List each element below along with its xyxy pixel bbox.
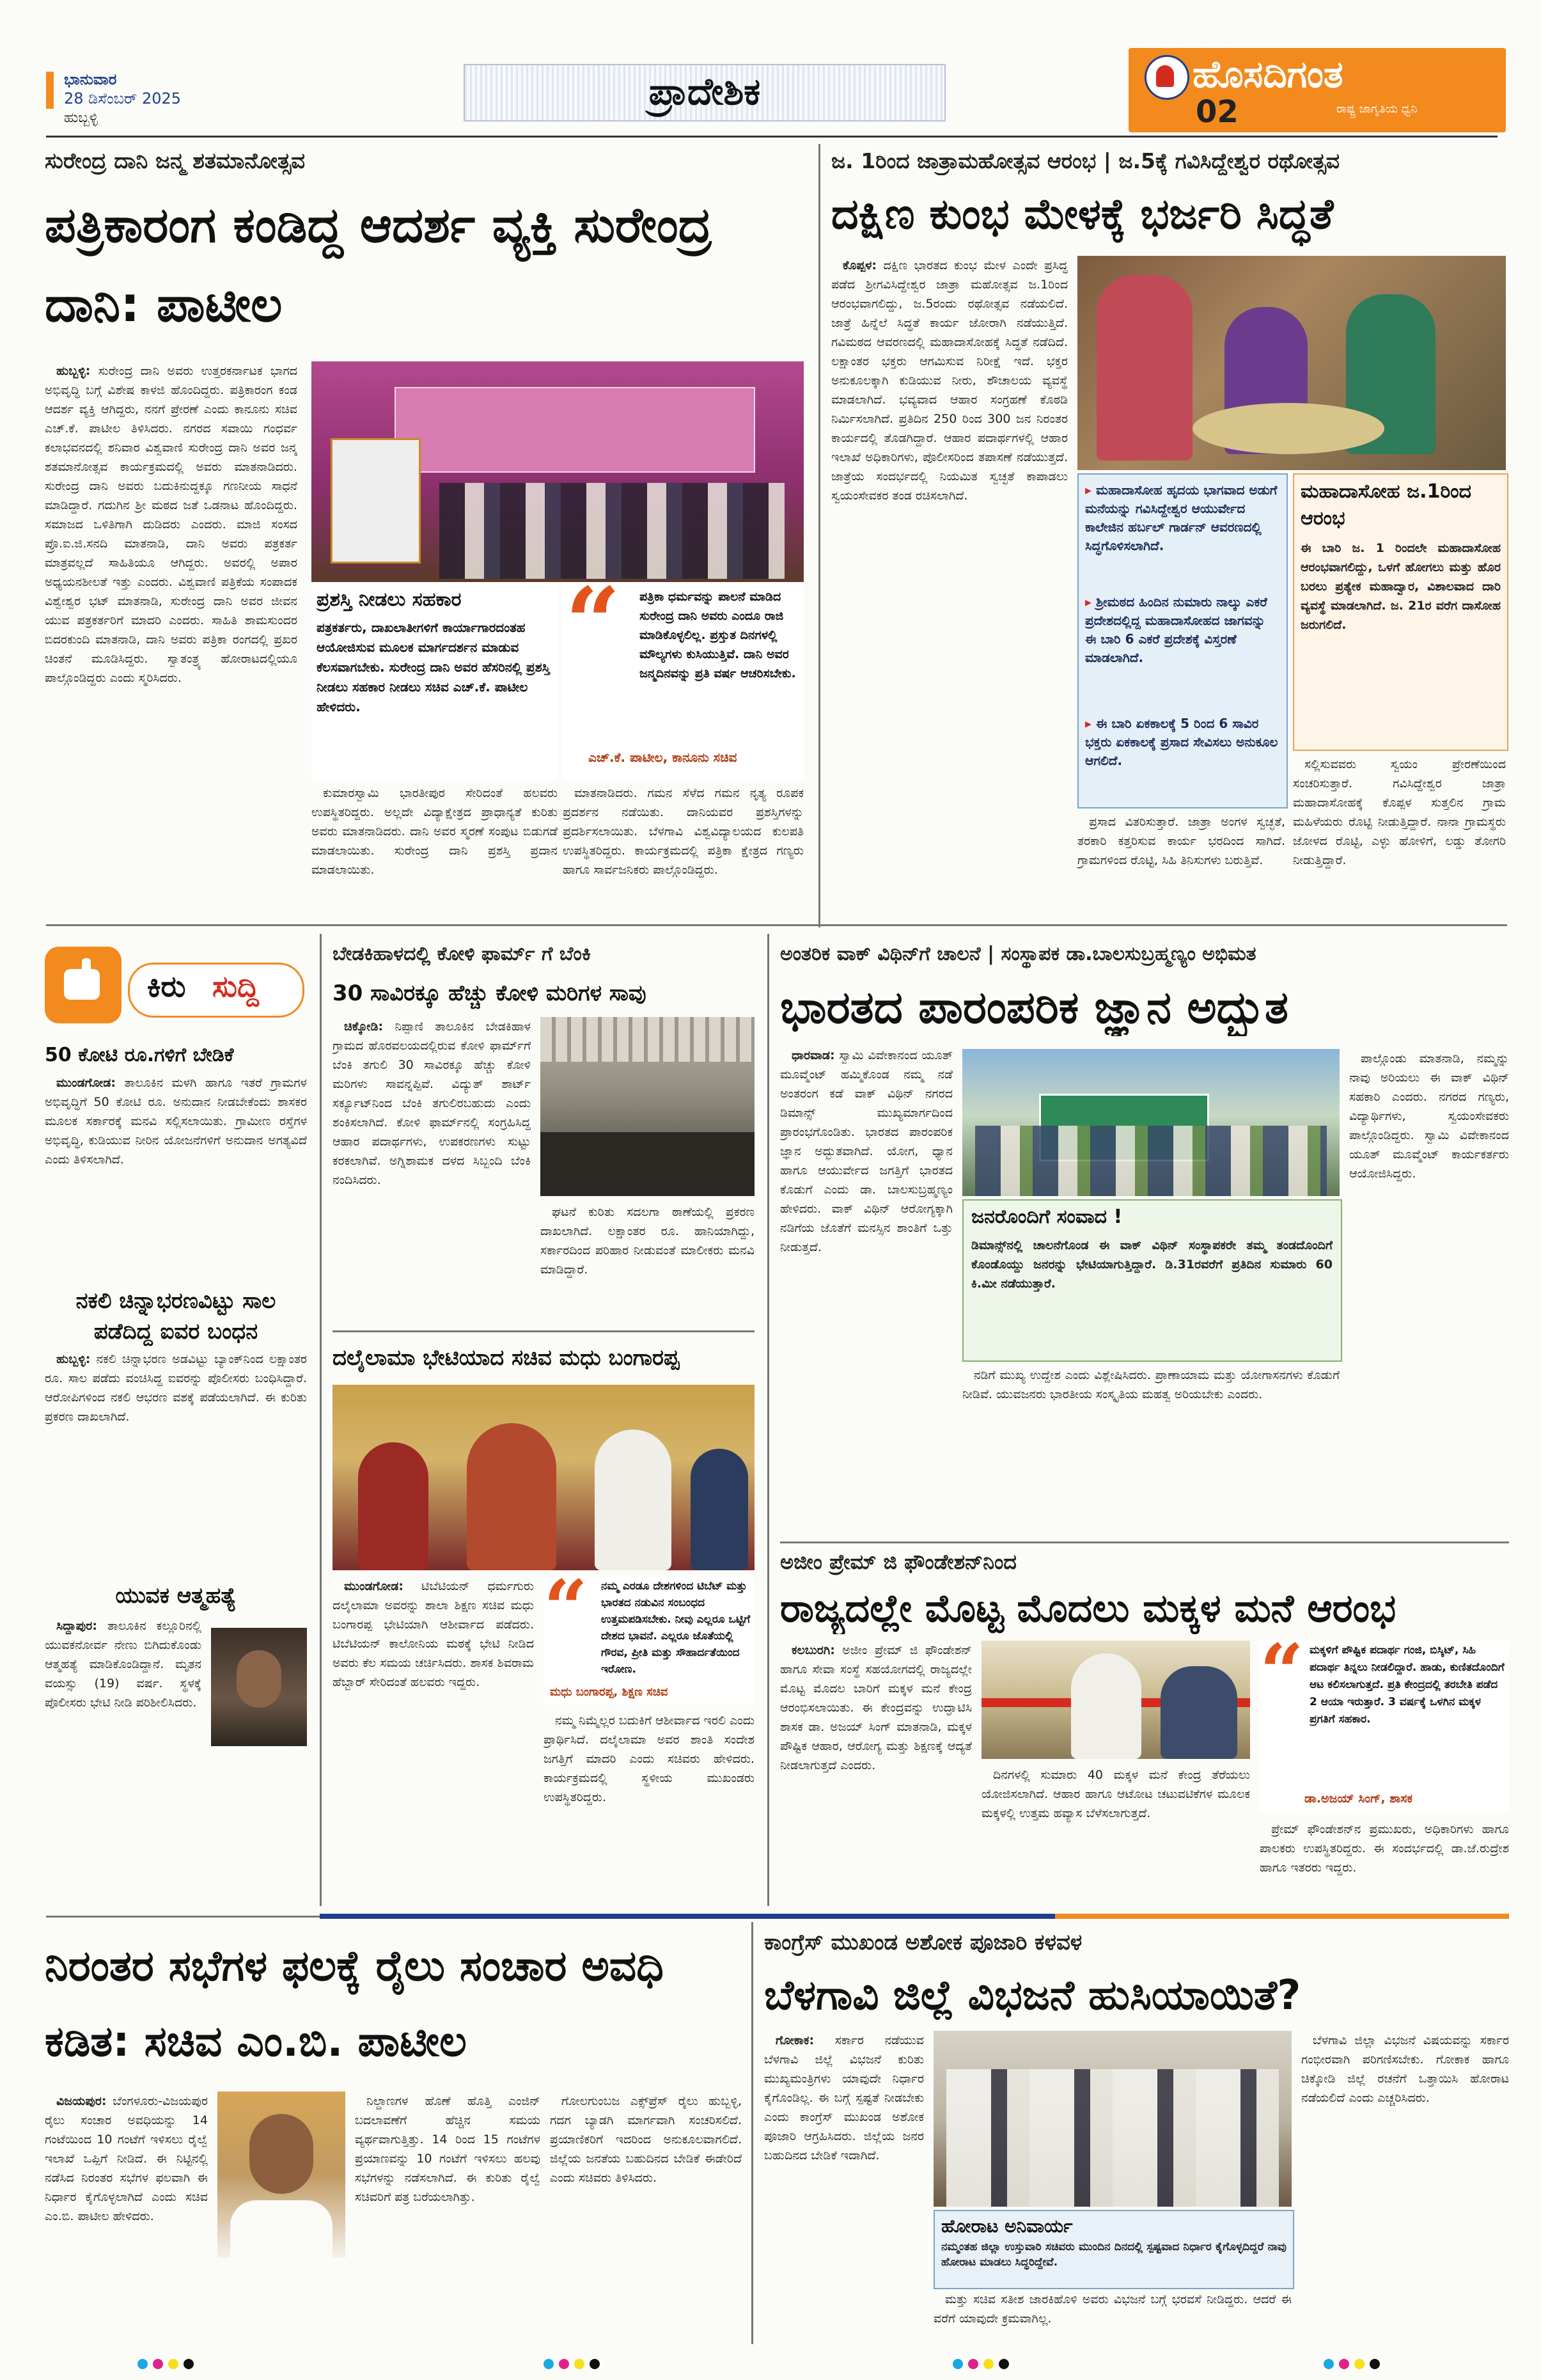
masthead: [0, 0, 1541, 138]
story3-headline: 30 ಸಾವಿರಕ್ಕೂ ಹೆಚ್ಚು ಕೋಳಿ ಮರಿಗಳ ಸಾವು: [332, 981, 646, 1006]
story6-headline: ರಾಜ್ಯದಲ್ಲೇ ಮೊಟ್ಟ ಮೊದಲು ಮಕ್ಕಳ ಮನೆ ಆರಂಭ: [780, 1586, 1396, 1631]
story6-col1: [780, 1641, 972, 1906]
story7-body3: ಗೋಲಗುಂಬಜ ಎಕ್ಸ್‌ಪ್ರೆಸ್ ರೈಲು ಹುಬ್ಬಳ್ಳಿ, ಗದಗ ಬ್ಯಾಡಗಿ ಮಾರ್ಗವಾಗಿ ಸಂಚರಿಸಲಿದೆ. ಪ್ರಯಾಣಿಕರಿಗೆ ಇದರಿಂದ ಅನುಕೂಲವಾಗಲಿದೆ. ಜಿಲ್ಲೆಯ ಜನತೆಯ ಬಹುದಿನದ ಬೇಡಿಕೆ ಈಡೇರಿದೆ ಎಂದು ಸಚಿವರು ತಿಳಿಸಿದರು.: [550, 2094, 742, 2185]
story7-dateline: ವಿಜಯಪುರ:: [56, 2094, 107, 2108]
story2-col2: [1077, 812, 1285, 918]
story2-side-box: [1293, 473, 1508, 751]
registration-marks-left: [137, 2359, 194, 2369]
reg-dot-magenta: [153, 2359, 163, 2369]
portrait-face: [249, 2114, 313, 2194]
story5-body1: ಸ್ವಾಮಿ ವಿವೇಕಾನಂದ ಯೂತ್ ಮೂವ್ಮೆಂಟ್ ಹಮ್ಮಿಕೊಂಡ ನಮ್ಮ ನಡೆ ಅಂತರಂಗ ಕಡೆ ವಾಕ್ ವಿಥಿನ್ ನಗರದ ಡಿಮಾನ್ಸ್ ಮುಖ್ಯಮಾರ್ಗದಿಂದ ಪ್ರಾರಂಭಗೊಂಡಿತು. ಭಾರತದ ಪಾರಂಪರಿಕ ಜ್ಞಾನ ಅದ್ಭುತವಾಗಿದೆ. ಯೋಗ, ಧ್ಯಾನ ಹಾಗೂ ಆಯುರ್ವೇದ ಜಗತ್ತಿಗೆ ಭಾರತದ ಕೊಡುಗೆ ಎಂದು ಡಾ. ಬಾಲಸುಬ್ರಹ್ಮಣ್ಯಂ ಹೇಳಿದರು. ವಾಕ್ ವಿಥಿನ್ ಆರೋಗ್ಯಕ್ಕಾಗಿ ನಡಿಗೆಯ ಜೊತೆಗೆ ಮನಸ್ಸಿನ ಶಾಂತಿಗೆ ಒತ್ತು ನೀಡುತ್ತದೆ.: [780, 1048, 953, 1254]
story6-col3: [1260, 1820, 1509, 1906]
story1-quote-text: ಪತ್ರಿಕಾ ಧರ್ಮವನ್ನು ಪಾಲನೆ ಮಾಡಿದ ಸುರೇಂದ್ರ ದಾನಿ ಅವರು ಎಂದೂ ರಾಜಿ ಮಾಡಿಕೊಳ್ಳಲಿಲ್ಲ. ಪ್ರಸ್ತುತ ದಿನಗಳಲ್ಲಿ ಮೌಲ್ಯಗಳು ಕುಸಿಯುತ್ತಿವೆ. ದಾನಿ ಅವರ ಜನ್ಮದಿನವನ್ನು ಪ್ರತಿ ವರ್ಷ ಆಚರಿಸಬೇಕು.: [639, 590, 796, 681]
story4-headline: ದಲೈಲಾಮಾ ಭೇಟಿಯಾದ ಸಚಿವ ಮಧು ಬಂಗಾರಪ್ಪ: [332, 1345, 680, 1371]
story8-col3: [1301, 2031, 1509, 2341]
reg-dot-magenta: [1339, 2359, 1349, 2369]
story1-quote-attr: ಎಚ್.ಕೆ. ಪಾಟೀಲ, ಕಾನೂನು ಸಚಿವ: [588, 750, 737, 765]
story6-body3: ಪ್ರೇಮ್ ಫೌಂಡೇಶನ್‌ನ ಪ್ರಮುಖರು, ಅಧಿಕಾರಿಗಳು ಹಾಗೂ ಪಾಲಕರು ಉಪಸ್ಥಿತರಿದ್ದರು. ಈ ಸಂದರ್ಭದಲ್ಲಿ ಡಾ.ಜೆ.ರುದ್ರೇಶ ಹಾಗೂ ಇತರರು ಇದ್ದರು.: [1260, 1822, 1509, 1875]
reg-dot-magenta: [559, 2359, 569, 2369]
point-bullet-icon: ▸: [1085, 482, 1097, 498]
story4-dateline: ಮುಂಡಗೋಡ:: [344, 1579, 403, 1593]
story2-point-3-text: ಈ ಬಾರಿ ಏಕಕಾಲಕ್ಕೆ 5 ರಿಂದ 6 ಸಾವಿರ ಭಕ್ತರು ಏಕಕಾಲಕ್ಕೆ ಪ್ರಸಾದ ಸೇವಿಸಲು ಅನುಕೂಲ ಆಗಲಿದೆ.: [1085, 716, 1278, 768]
masthead-date: 28 ಡಿಸೆಂಬರ್ 2025: [64, 90, 182, 107]
story5-body3: ಪಾಲ್ಗೊಂಡು ಮಾತನಾಡಿ, ನಮ್ಮನ್ನು ನಾವು ಅರಿಯಲು ಈ ವಾಕ್ ವಿಥಿನ್ ಸಹಕಾರಿ ಎಂದರು. ನಗರದ ಗಣ್ಯರು, ವಿದ್ಯಾರ್ಥಿಗಳು, ಸ್ವಯಂಸೇವಕರು ಪಾಲ್ಗೊಂಡಿದ್ದರು. ಸ್ವಾಮಿ ವಿವೇಕಾನಂದ ಯೂತ್ ಮೂವ್ಮೆಂಟ್ ಕಾರ್ಯಕರ್ತರು ಆಯೋಜಿಸಿದ್ದರು.: [1349, 1052, 1509, 1181]
story2-point-1-text: ಮಹಾದಾಸೋಹ ಹೃದಯ ಭಾಗವಾದ ಅಡುಗೆ ಮನೆಯನ್ನು ಗವಿಸಿದ್ದೇಶ್ವರ ಆಯುರ್ವೇದ ಕಾಲೇಜಿನ ಹರ್ಬಲ್ ಗಾರ್ಡನ್ ಆವರಣದಲ್ಲಿ ಸಿದ್ಧಗೊಳಿಸಲಾಗಿದೆ.: [1085, 482, 1278, 553]
reg-dot-yellow: [983, 2359, 994, 2369]
kiru-hand-icon: [45, 947, 121, 1023]
portrait-face: [237, 1650, 281, 1708]
story7-col3: [550, 2092, 742, 2341]
row-divider-2-blue: [320, 1914, 1055, 1919]
story2-point-3: [1085, 714, 1280, 804]
story3-divider: [332, 1330, 755, 1332]
story3-col1: [332, 1017, 531, 1324]
story2-col3: [1293, 755, 1506, 918]
photo-monk-1: [358, 1442, 428, 1570]
kiru-item1-body: ತಾಲೂಕಿನ ಮಳಗಿ ಹಾಗೂ ಇತರೆ ಗ್ರಾಮಗಳ ಅಭಿವೃದ್ಧಿಗೆ 50 ಕೋಟಿ ರೂ. ಅನುದಾನ ನೀಡಬೇಕೆಂದು ಶಾಸಕರ ಮೂಲಕ ಸರ್ಕಾರಕ್ಕೆ ಮನವಿ ಸಲ್ಲಿಸಲಾಯಿತು. ಗ್ರಾಮೀಣ ರಸ್ತೆಗಳ ಅಭಿವೃದ್ಧಿ, ಕುಡಿಯುವ ನೀರಿನ ಯೋಜನೆಗಳಿಗೆ ಅನುದಾನ ಅಗತ್ಯವಿದೆ ಎಂದು ತಿಳಿಸಲಾಗಿದೆ.: [45, 1076, 307, 1167]
reg-dot-black: [1370, 2359, 1380, 2369]
story2-body1: ದಕ್ಷಿಣ ಭಾರತದ ಕುಂಭ ಮೇಳ ಎಂದೇ ಪ್ರಸಿದ್ಧ ಪಡೆದ ಶ್ರೀಗವಿಸಿದ್ದೇಶ್ವರ ಜಾತ್ರಾ ಮಹೋತ್ಸವ ಜ.1ರಿಂದ ಆರಂಭವಾಗಲಿದ್ದು, ಜ.5ರಂದು ರಥೋತ್ಸವ ನಡೆಯಲಿದೆ. ಜಾತ್ರೆ ಹಿನ್ನೆಲೆ ಸಿದ್ಧತೆ ಕಾರ್ಯ ಜೋರಾಗಿ ನಡೆಯುತ್ತಿದೆ. ಗವಿಮಠದ ಆವರಣದಲ್ಲಿ ಮಹಾದಾಸೋಹಕ್ಕೆ ಸಿದ್ಧತೆ ನಡೆದಿದೆ. ಲಕ್ಷಾಂತರ ಭಕ್ತರು ಆಗಮಿಸುವ ನಿರೀಕ್ಷೆ ಇದೆ. ಭಕ್ತರ ಅನುಕೂಲಕ್ಕಾಗಿ ಕುಡಿಯುವ ನೀರು, ಶೌಚಾಲಯ ವ್ಯವಸ್ಥೆ ಮಾಡಲಾಗಿದೆ. ಭವ್ಯವಾದ ಆಹಾರ ಸಂಗ್ರಹಣೆ ಕೊಠಡಿ ನಿರ್ಮಿಸಲಾಗಿದೆ. ಪ್ರತಿದಿನ 250 ರಿಂದ 300 ಜನ ನಿರಂತರ ಕಾರ್ಯದಲ್ಲಿ ತೊಡಗಿದ್ದಾರೆ. ಆಹಾರ ಪದಾರ್ಥಗಳಲ್ಲಿ ಆಹಾರ ಇಲಾಖೆ ಅಧಿಕಾರಿಗಳು, ಪೊಲೀಸರಿಂದ ತಪಾಸಣೆ ನಡೆಯುತ್ತದೆ. ಜಾತ್ರೆಯ ಸಂದರ್ಭದಲ್ಲಿ ನಿಯಮಿತ ಸ್ವಚ್ಛತೆ ಕಾಪಾಡಲು ಸ್ವಯಂಸೇವಕರ ತಂಡ ರಚಿಸಲಾಗಿದೆ.: [831, 258, 1068, 503]
reg-dot-yellow: [1354, 2359, 1365, 2369]
story8-box: [934, 2210, 1294, 2289]
page-number: 02: [1196, 94, 1239, 130]
story6-kicker: ಅಜೀಂ ಪ್ರೇಮ್ ಜಿ ಫೌಂಡೇಶನ್‌ನಿಂದ: [780, 1550, 1017, 1574]
story7-body2: ನಿಲ್ದಾಣಗಳ ಹೊಣೆ ಹೊತ್ತಿ ಎಂಜಿನ್ ಬದಲಾವಣೆಗೆ ಹೆಚ್ಚಿನ ಸಮಯ ವ್ಯರ್ಥವಾಗುತ್ತಿತ್ತು. 14 ರಿಂದ 15 ಗಂಟೆಗಳ ಪ್ರಯಾಣವನ್ನು 10 ಗಂಟೆಗೆ ಇಳಿಸಲು ಹಲವು ಸಭೆಗಳನ್ನು ನಡೆಸಲಾಗಿದೆ. ಈ ಕುರಿತು ರೈಲ್ವೆ ಸಚಿವರಿಗೆ ಪತ್ರ ಬರೆಯಲಾಗಿತ್ತು.: [355, 2094, 540, 2204]
story1-photo: [311, 361, 804, 582]
story6-quote-attr: ಡಾ.ಅಜಯ್ ಸಿಂಗ್, ಶಾಸಕ: [1304, 1792, 1412, 1806]
story2-kicker: ಜ. 1ರಿಂದ ಜಾತ್ರಾಮಹೋತ್ಸವ ಆರಂಭ | ಜ.5ಕ್ಕೆ ಗವಿಸಿದ್ದೇಶ್ವರ ರಥೋತ್ಸವ: [831, 148, 1340, 173]
story4-quote-text: ನಮ್ಮ ಎರಡೂ ದೇಶಗಳಿಂದ ಟಿಬೆಟ್ ಮತ್ತು ಭಾರತದ ನಡುವಿನ ಸಂಬಂಧದ ಉತ್ತಮಪಡಿಸಬೇಕು. ನೀವು ಎಲ್ಲರೂ ಒಟ್ಟಿಗೆ ದೇಶದ ಭಾವನೆ. ಎಲ್ಲರೂ ಜೊತೆಯಲ್ಲಿ ಗೌರವ, ಪ್ರೀತಿ ಮತ್ತು ಸೌಹಾರ್ದತೆಯಿಂದ ಇರೋಣ.: [601, 1580, 751, 1676]
story7-col1: [45, 2092, 208, 2341]
brand-logo-inner: [1156, 65, 1174, 87]
registration-marks-right1: [953, 2359, 1009, 2369]
story1-body1: ಸುರೇಂದ್ರ ದಾನಿ ಅವರು ಉತ್ತರಕರ್ನಾಟಕ ಭಾಗದ ಅಭಿವೃದ್ಧಿ ಬಗ್ಗೆ ವಿಶೇಷ ಕಾಳಜಿ ಹೊಂದಿದ್ದರು. ಪತ್ರಿಕಾರಂಗ ಕಂಡ ಆದರ್ಶ ವ್ಯಕ್ತಿ ಆಗಿದ್ದರು, ನನಗೆ ಪ್ರೇರಣೆ ಎಂದು ಕಾನೂನು ಸಚಿವ ಎಚ್.ಕೆ. ಪಾಟೀಲ ತಿಳಿಸಿದರು. ನಗರದ ಸವಾಯಿ ಗಂಧರ್ವ ಕಲಾಭವನದಲ್ಲಿ ಶನಿವಾರ ವಿಶ್ವವಾಣಿ ಸುರೇಂದ್ರ ದಾನಿ ಅವರ ಜನ್ಮ ಶತಮಾನೋತ್ಸವ ಕಾರ್ಯಕ್ರಮದಲ್ಲಿ ಅವರು ಮಾತನಾಡಿದರು. ಸುರೇಂದ್ರ ದಾನಿ ಅವರು ಬದುಕಿನುದ್ದಕ್ಕೂ ಗಣನೀಯ ಸಾಧನೆ ಮಾಡಿದ್ದಾರೆ. ಗದುಗಿನ ಶ್ರೀ ಮಠದ ಜತೆ ಒಡನಾಟ ಹೊಂದಿದ್ದರು. ಸಮಾಜದ ಒಳಿತಿಗಾಗಿ ದುಡಿದರು ಎಂದರು. ಮಾಜಿ ಸಂಸದ ಪ್ರೊ.ಐ.ಜಿ.ಸನದಿ ಮಾತನಾಡಿ, ದಾನಿ ಅವರು ಪತ್ರಕರ್ತ ಮಾತ್ರವಲ್ಲದೆ ಸಾಹಿತಿಯೂ ಆಗಿದ್ದರು. ಅವರಲ್ಲಿ ಅಪಾರ ಅಧ್ಯಯನಶೀಲತೆ ಇತ್ತು ಎಂದರು. ವಿಶ್ವವಾಣಿ ಪತ್ರಿಕೆಯ ಸಂಪಾದಕ ವಿಶ್ವೇಶ್ವರ ಭಟ್ ಮಾತನಾಡಿ, ಸುರೇಂದ್ರ ದಾನಿ ಅವರ ಜೀವನ ಯುವ ಪತ್ರಕರ್ತರಿಗೆ ಮಾದರಿ ಎಂದರು. ಸಾಹಿತಿ ಶಾಮಸುಂದರ ಬಿದರಕುಂದಿ ಮಾತನಾಡಿ, ದಾನಿ ಅವರು ಪತ್ರಿಕಾ ರಂಗದಲ್ಲಿ ಪ್ರಖರ ಚಿಂತನೆ ಮೂಡಿಸಿದ್ದರು. ಸ್ವಾತಂತ್ರ್ಯ ಹೋರಾಟದಲ್ಲಿಯೂ ಪಾಲ್ಗೊಂಡಿದ್ದರು ಎಂದು ಸ್ಮರಿಸಿದರು.: [45, 364, 297, 685]
photo-people-row: [439, 483, 785, 579]
reg-dot-yellow: [574, 2359, 584, 2369]
portrait-shirt: [230, 2200, 332, 2258]
story1-headline: ಪತ್ರಿಕಾರಂಗ ಕಂಡಿದ್ದ ಆದರ್ಶ ವ್ಯಕ್ತಿ ಸುರೇಂದ್ರ ದಾನಿ: ಪಾಟೀಲ: [45, 196, 712, 333]
col-divider-kiru: [320, 934, 322, 1906]
story6-body2: ದಿನಗಳಲ್ಲಿ ಸುಮಾರು 40 ಮಕ್ಕಳ ಮನೆ ಕೇಂದ್ರ ತೆರೆಯಲು ಯೋಜಿಸಲಾಗಿದೆ. ಆಹಾರ ಹಾಗೂ ಆಟೋಟ ಚಟುವಟಿಕೆಗಳ ಮೂಲಕ ಮಕ್ಕಳಲ್ಲಿ ಉತ್ತಮ ಹವ್ಯಾಸ ಬೆಳೆಸಲಾಗುತ್ತದೆ.: [982, 1768, 1250, 1820]
story8-kicker: ಕಾಂಗ್ರೆಸ್ ಮುಖಂಡ ಅಶೋಕ ಪೂಜಾರಿ ಕಳವಳ: [764, 1930, 1083, 1955]
story4-col1: [332, 1577, 534, 1906]
story1-caption-box: [311, 582, 558, 780]
point-bullet-icon: ▸: [1085, 716, 1097, 731]
registration-marks-right2: [1324, 2359, 1380, 2369]
reg-dot-yellow: [168, 2359, 178, 2369]
story2-dateline: ಕೊಪ್ಪಳ:: [843, 258, 877, 272]
masthead-accent-bar: [46, 72, 54, 109]
story2-side-title: ಮಹಾದಾಸೋಹ ಜ.1ರಿಂದ ಆರಂಭ: [1301, 480, 1471, 530]
photo-person-4: [691, 1449, 748, 1570]
story6-quote-text: ಮಕ್ಕಳಿಗೆ ಪೌಷ್ಟಿಕ ಪದಾರ್ಥ ಗಂಜಿ, ಬಿಸ್ಕಿಟ್, ಸಿಹಿ ಪದಾರ್ಥ ತಿನ್ನಲು ನೀಡಲಿದ್ದಾರೆ. ಹಾಡು, ಕುಣಿತದೊಂದಿಗೆ ಆಟ ಕಲಿಸಲಾಗುತ್ತದೆ. ಪ್ರತಿ ಕೇಂದ್ರದಲ್ಲಿ ತರಬೇತಿ ಪಡೆದ 2 ಆಯಾ ಇರುತ್ತಾರೆ. 3 ವರ್ಷಕ್ಕೆ ಒಳಗಿನ ಮಕ್ಕಳ ಪ್ರಗತಿಗೆ ಸಹಕಾರ.: [1310, 1644, 1505, 1726]
reg-dot-magenta: [968, 2359, 978, 2369]
story8-col2: [934, 2290, 1292, 2341]
story4-body1: ಟಿಬೆಟಿಯನ್ ಧರ್ಮಗುರು ದಲೈಲಾಮಾ ಅವರನ್ನು ಶಾಲಾ ಶಿಕ್ಷಣ ಸಚಿವ ಮಧು ಬಂಗಾರಪ್ಪ ಭೇಟಿಯಾಗಿ ಆಶೀರ್ವಾದ ಪಡೆದರು. ಟಿಬೆಟಿಯನ್ ಕಾಲೋನಿಯ ಮಠಕ್ಕೆ ಭೇಟಿ ನೀಡಿದ ಅವರು ಕೆಲ ಸಮಯ ಚರ್ಚಿಸಿದರು. ಶಾಸಕ ಶಿವರಾಮ ಹೆಬ್ಬಾರ್ ಸೇರಿದಂತೆ ಹಲವರು ಇದ್ದರು.: [332, 1579, 534, 1689]
story2-side-text: ಈ ಬಾರಿ ಜ. 1 ರಿಂದಲೇ ಮಹಾದಾಸೋಹ ಆರಂಭವಾಗಲಿದ್ದು, ಒಳಗೆ ಹೋಗಲು ಮತ್ತು ಹೊರ ಬರಲು ಪ್ರತ್ಯೇಕ ಮಹಾದ್ವಾರ, ವಿಶಾಲವಾದ ದಾರಿ ವ್ಯವಸ್ಥೆ ಮಾಡಲಾಗಿದೆ. ಜ. 21ರ ವರೆಗ ದಾಸೋಹ ಜರುಗಲಿದೆ.: [1301, 541, 1501, 632]
story6-photo: [982, 1641, 1250, 1759]
story1-body3: ಮಾತನಾಡಿದರು. ಗಮನ ಸೆಳೆದ ಗಮನ ನೃತ್ಯ ರೂಪಕ ಪ್ರದರ್ಶನ ನಡೆಯಿತು. ದಾನಿಯವರ ಪ್ರಶಸ್ತಿಗಳನ್ನು ಪ್ರದರ್ಶಿಸಲಾಯಿತು. ಬೆಳಗಾವಿ ವಿಶ್ವವಿದ್ಯಾಲಯದ ಕುಲಪತಿ ಉಪಸ್ಥಿತರಿದ್ದರು. ಕಾರ್ಯಕ್ರಮದಲ್ಲಿ ಪತ್ರಿಕಾ ಕ್ಷೇತ್ರದ ಗಣ್ಯರು ಹಾಗೂ ಸಾರ್ವಜನಿಕರು ಪಾಲ್ಗೊಂಡಿದ್ದರು.: [563, 786, 804, 877]
reg-dot-black: [184, 2359, 194, 2369]
story8-headline: ಬೆಳಗಾವಿ ಜಿಲ್ಲೆ ವಿಭಜನೆ ಹುಸಿಯಾಯಿತೆ?: [764, 1972, 1301, 2019]
paper-tagline: ರಾಷ್ಟ್ರ ಜಾಗೃತಿಯ ಧ್ವನಿ: [1336, 102, 1418, 116]
reg-dot-cyan: [1324, 2359, 1334, 2369]
masthead-rule: [46, 136, 1498, 138]
story5-col2: [962, 1366, 1340, 1532]
col-divider-bottom: [751, 1922, 753, 2344]
story5-headline: ಭಾರತದ ಪಾರಂಪರಿಕ ಜ್ಞಾನ ಅದ್ಭುತ: [780, 981, 1289, 1034]
quote-icon: “: [544, 1577, 588, 1653]
photo-dalai-lama: [467, 1423, 556, 1570]
story1-quote-box: [563, 582, 804, 780]
point-bullet-icon: ▸: [1085, 594, 1097, 610]
story2-photo: [1077, 256, 1506, 470]
kiru-item2-body: ನಕಲಿ ಚಿನ್ನಾಭರಣ ಅಡವಿಟ್ಟು ಬ್ಯಾಂಕ್‌ನಿಂದ ಲಕ್ಷಾಂತರ ರೂ. ಸಾಲ ಪಡೆದು ವಂಚಿಸಿದ್ದ ಐವರನ್ನು ಪೊಲೀಸರು ಬಂಧಿಸಿದ್ದಾರೆ. ಆರೋಪಿಗಳಿಂದ ನಕಲಿ ಆಭರಣ ವಶಕ್ಕೆ ಪಡೆಯಲಾಗಿದೆ. ಈ ಕುರಿತು ಪ್ರಕರಣ ದಾಖಲಾಗಿದೆ.: [45, 1352, 307, 1424]
registration-marks-mid: [544, 2359, 600, 2369]
kiru-banner: [45, 943, 307, 1033]
story4-quote-attr: ಮಧು ಬಂಗಾರಪ್ಪ, ಶಿಕ್ಷಣ ಸಚಿವ: [550, 1685, 668, 1699]
kiru-label-2: ಸುದ್ದಿ: [212, 969, 259, 1004]
photo-officials: [1161, 1666, 1237, 1759]
story3-body1: ನಿಪ್ಪಾಣಿ ತಾಲೂಕಿನ ಬೇಡಕಿಹಾಳ ಗ್ರಾಮದ ಹೊರವಲಯದಲ್ಲಿರುವ ಕೋಳಿ ಫಾರ್ಮ್‌ಗೆ ಬೆಂಕಿ ತಗುಲಿ 30 ಸಾವಿರಕ್ಕೂ ಹೆಚ್ಚು ಕೋಳಿ ಮರಿಗಳು ಸಾವನ್ನಪ್ಪಿವೆ. ವಿದ್ಯುತ್ ಶಾರ್ಟ್ ಸರ್ಕ್ಯೂಟ್‌ನಿಂದ ಬೆಂಕಿ ತಗುಲಿರಬಹುದು ಎಂದು ಶಂಕಿಸಲಾಗಿದೆ. ಕೋಳಿ ಫಾರ್ಮ್‌ನಲ್ಲಿ ಸಂಗ್ರಹಿಸಿದ್ದ ಆಹಾರ ಪದಾರ್ಥಗಳು, ಉಪಕರಣಗಳು ಸುಟ್ಟು ಕರಕಲಾಗಿವೆ. ಅಗ್ನಿಶಾಮಕ ದಳದ ಸಿಬ್ಬಂದಿ ಬೆಂಕಿ ನಂದಿಸಿದರು.: [332, 1020, 531, 1187]
story4-col2: [544, 1711, 755, 1906]
story1-caption-title: ಪ್ರಶಸ್ತಿ ನೀಡಲು ಸಹಕಾರ: [317, 588, 462, 611]
story6-col2: [982, 1765, 1250, 1906]
kiru-item3-photo: [211, 1628, 307, 1746]
kiru-item1-dateline: ಮುಂಡಗೋಡ:: [56, 1076, 116, 1090]
story1-body2: ಕುಮಾರಸ್ವಾಮಿ ಭಾರತೀಪುರ ಸೇರಿದಂತೆ ಹಲವರು ಉಪಸ್ಥಿತರಿದ್ದರು. ಅಲ್ಲದೇ ವಿದ್ಯಾಕ್ಷೇತ್ರದ ಪ್ರಾಧಾನ್ಯತೆ ಕುರಿತು ಅವರು ಮಾತನಾಡಿದರು. ದಾನಿ ಅವರ ಸ್ಮರಣೆ ಸಂಪುಟ ಬಿಡುಗಡೆ ಮಾಡಲಾಯಿತು. ಸುರೇಂದ್ರ ದಾನಿ ಪ್ರಶಸ್ತಿ ಪ್ರದಾನ ಮಾಡಲಾಯಿತು.: [311, 786, 558, 877]
kiru-item2-title: ನಕಲಿ ಚಿನ್ನಾಭರಣವಿಟ್ಟು ಸಾಲ ಪಡೆದಿದ್ದ ಐವರ ಬಂಧನ: [75, 1288, 276, 1344]
story2-body3: ಸಲ್ಲಿಸುವವರು ಸ್ವಯಂ ಪ್ರೇರಣೆಯಿಂದ ಸಂಚರಿಸುತ್ತಾರೆ. ಗವಿಸಿದ್ದೇಶ್ವರ ಜಾತ್ರಾ ಮಹಾದಾಸೋಹಕ್ಕೆ ಕೊಪ್ಪಳ ಸುತ್ತಲಿನ ಗ್ರಾಮ ಮಹಿಳೆಯರು ರೊಟ್ಟಿ ನೀಡುತ್ತಿದ್ದಾರೆ. ನಾನಾ ಗ್ರಾಮಸ್ಥರು ಜೋಳದ ರೊಟ್ಟಿ, ಎಳ್ಳು ಹೋಳಿಗೆ, ಲಡ್ಡು ತೋಗರಿ ನೀಡುತ್ತಿದ್ದಾರೆ.: [1293, 757, 1506, 867]
story1-col3: [563, 784, 804, 918]
kiru-item1-title: 50 ಕೋಟಿ ರೂ.ಗಳಿಗೆ ಬೇಡಿಕೆ: [45, 1044, 234, 1066]
story6-body1: ಅಜೀಂ ಪ್ರೇಮ್ ಜಿ ಫೌಂಡೇಶನ್ ಹಾಗೂ ಸೇವಾ ಸಂಸ್ಥೆ ಸಹಯೋಗದಲ್ಲಿ ರಾಜ್ಯದಲ್ಲೇ ಮೊಟ್ಟ ಮೊದಲ ಬಾರಿಗೆ ಮಕ್ಕಳ ಮನೆ ಕೇಂದ್ರ ಆರಂಭಿಸಲಾಯಿತು. ಈ ಕೇಂದ್ರವನ್ನು ಉದ್ಘಾಟಿಸಿ ಶಾಸಕ ಡಾ. ಅಜಯ್ ಸಿಂಗ್ ಮಾತನಾಡಿ, ಮಕ್ಕಳ ಪೌಷ್ಟಿಕ ಆಹಾರ, ಆರೋಗ್ಯ ಮತ್ತು ಶಿಕ್ಷಣಕ್ಕೆ ಆದ್ಯತೆ ನೀಡಲಾಗುತ್ತದೆ ಎಂದರು.: [780, 1643, 972, 1772]
story5-col1: [780, 1046, 953, 1362]
story2-headline: ದಕ್ಷಿಣ ಕುಂಭ ಮೇಳಕ್ಕೆ ಭರ್ಜರಿ ಸಿದ್ಧತೆ: [831, 189, 1334, 239]
masthead-day: ಭಾನುವಾರ: [64, 70, 117, 88]
story7-headline: ನಿರಂತರ ಸಭೆಗಳ ಫಲಕ್ಕೆ ರೈಲು ಸಂಚಾರ ಅವಧಿ ಕಡಿತ: ಸಚಿವ ಎಂ.ಬಿ. ಪಾಟೀಲ: [45, 1941, 664, 2066]
photo-food-pile: [1193, 403, 1384, 454]
story4-photo: [332, 1385, 755, 1570]
kiru-item2-text: [45, 1350, 307, 1564]
story5-divider: [780, 1541, 1509, 1543]
reg-dot-cyan: [544, 2359, 554, 2369]
story5-dateline: ಧಾರವಾಡ:: [792, 1048, 835, 1062]
story2-bullet-box: [1077, 473, 1288, 808]
reg-dot-cyan: [137, 2359, 148, 2369]
reg-dot-cyan: [953, 2359, 963, 2369]
photo-shed-roof: [540, 1017, 755, 1062]
story7-body1: ಬೆಂಗಳೂರು-ವಿಜಯಪುರ ರೈಲು ಸಂಚಾರ ಅವಧಿಯನ್ನು 14 ಗಂಟೆಯಿಂದ 10 ಗಂಟೆಗೆ ಇಳಿಸಲು ರೈಲ್ವೆ ಇಲಾಖೆ ಒಪ್ಪಿಗೆ ನೀಡಿದೆ. ಈ ನಿಟ್ಟಿನಲ್ಲಿ ನಡೆಸಿದ ನಿರಂತರ ಸಭೆಗಳ ಫಲವಾಗಿ ಈ ನಿರ್ಧಾರ ಕೈಗೊಳ್ಳಲಾಗಿದೆ ಎಂದು ಸಚಿವ ಎಂ.ಬಿ. ಪಾಟೀಲ ಹೇಳಿದರು.: [45, 2094, 208, 2223]
story3-body2: ಘಟನೆ ಕುರಿತು ಸದಲಗಾ ಠಾಣೆಯಲ್ಲಿ ಪ್ರಕರಣ ದಾಖಲಾಗಿದೆ. ಲಕ್ಷಾಂತರ ರೂ. ಹಾನಿಯಾಗಿದ್ದು, ಸರ್ಕಾರದಿಂದ ಪರಿಹಾರ ನೀಡುವಂತೆ ಮಾಲೀಕರು ಮನವಿ ಮಾಡಿದ್ದಾರೆ.: [540, 1205, 755, 1277]
photo-portrait: [331, 438, 421, 563]
photo-woman-1: [1097, 275, 1193, 461]
col-divider-top: [818, 144, 820, 927]
story6-quote-box: [1260, 1641, 1509, 1813]
story5-box-title: ಜನರೊಂದಿಗೆ ಸಂವಾದ !: [971, 1206, 1123, 1228]
kiru-item2-dateline: ಹುಬ್ಬಳ್ಳಿ:: [56, 1352, 91, 1366]
story7-photo: [217, 2092, 345, 2258]
story5-body2: ನಡಿಗೆ ಮುಖ್ಯ ಉದ್ದೇಶ ಎಂದು ವಿಶ್ಲೇಷಿಸಿದರು. ಪ್ರಾಣಾಯಾಮ ಮತ್ತು ಯೋಗಾಸನಗಳು ಕೊಡುಗೆ ನೀಡಿವೆ. ಯುವಜನರು ಭಾರತೀಯ ಸಂಸ್ಕೃತಿಯ ಮಹತ್ವ ಅರಿಯಬೇಕು ಎಂದರು.: [962, 1368, 1340, 1401]
quote-icon: “: [565, 582, 621, 679]
story8-photo: [934, 2031, 1292, 2207]
photo-stage-banner: [395, 387, 755, 473]
section-title: ಪ್ರಾದೇಶಿಕ: [648, 70, 761, 113]
photo-mla: [1071, 1653, 1141, 1759]
story5-kicker: ಅಂತರಿಕ ವಾಕ್ ವಿಥಿನ್‌ಗೆ ಚಾಲನೆ | ಸಂಸ್ಥಾಪಕ ಡಾ.ಬಾಲಸುಬ್ರಹ್ಮಣ್ಯಂ ಅಭಿಮತ: [780, 943, 1256, 965]
story8-body2: ಮತ್ತು ಸಚಿವ ಸತೀಶ ಜಾರಕಿಹೊಳಿ ಅವರು ವಿಭಜನೆ ಬಗ್ಗೆ ಭರವಸೆ ನೀಡಿದ್ದರು. ಆದರೆ ಈ ವರೆಗೆ ಯಾವುದೇ ಕ್ರಮವಾಗಿಲ್ಲ.: [934, 2292, 1292, 2326]
story5-col3: [1349, 1049, 1509, 1532]
story8-box-text: ನಮ್ಮಂತಹ ಜಿಲ್ಲಾ ಉಸ್ತುವಾರಿ ಸಚಿವರು ಮುಂದಿನ ದಿನದಲ್ಲಿ ಸ್ಪಷ್ಟವಾದ ನಿರ್ಧಾರ ಕೈಗೊಳ್ಳದಿದ್ದರೆ ನಾವು ಹೋರಾಟ ಮಾಡಲು ಸಿದ್ಧರಿದ್ದೇವೆ.: [941, 2241, 1287, 2269]
kiru-item3-body: ತಾಲೂಕಿನ ಕಲ್ಲೂರಿನಲ್ಲಿ ಯುವಕನೋರ್ವ ನೇಣು ಬಿಗಿದುಕೊಂಡು ಆತ್ಮಹತ್ಯೆ ಮಾಡಿಕೊಂಡಿದ್ದಾನೆ. ಮೃತನ ವಯಸ್ಸು (19) ವರ್ಷ. ಸ್ಥಳಕ್ಕೆ ಪೊಲೀಸರು ಭೇಟಿ ನೀಡಿ ಪರಿಶೀಲಿಸಿದರು.: [45, 1619, 201, 1710]
story1-caption-text: ಪತ್ರಕರ್ತರು, ದಾಖಲಾತೀಗಳಿಗೆ ಕಾರ್ಯಾಗಾರದಂತಹ ಆಯೋಜಿಸುವ ಮೂಲಕ ಮಾರ್ಗದರ್ಶನ ಮಾಡುವ ಕೆಲಸವಾಗಬೇಕು. ಸುರೇಂದ್ರ ದಾನಿ ಅವರ ಹೆಸರಿನಲ್ಲಿ ಪ್ರಶಸ್ತಿ ನೀಡಲು ಸಹಕಾರ ನೀಡಲು ಸಚಿವ ಎಚ್.ಕೆ. ಪಾಟೀಲ ಹೇಳಿದರು.: [317, 620, 550, 714]
story2-point-2-text: ಶ್ರೀಮಠದ ಹಿಂದಿನ ನುಮಾರು ನಾಲ್ಕು ಎಕರೆ ಪ್ರದೇಶದಲ್ಲಿದ್ದ ಮಹಾದಾಸೋಹದ ಜಾಗವನ್ನು ಈ ಬಾರಿ 6 ಎಕರೆ ಪ್ರದೇಶಕ್ಕೆ ವಿಸ್ತರಣೆ ಮಾಡಲಾಗಿದೆ.: [1085, 594, 1267, 665]
story5-box: [962, 1199, 1342, 1362]
story7-col2: [355, 2092, 540, 2341]
story3-photo: [540, 1017, 755, 1196]
row-divider-2-orange: [1055, 1914, 1509, 1919]
story3-dateline: ಚಿಕ್ಕೋಡಿ:: [344, 1020, 384, 1034]
photo-leaders: [946, 2069, 1279, 2207]
story3-col2: [540, 1202, 755, 1324]
reg-dot-black: [590, 2359, 600, 2369]
story2-point-1: [1085, 481, 1280, 583]
quote-icon: “: [1260, 1641, 1304, 1717]
story1-dateline: ಹುಬ್ಬಳ್ಳಿ:: [56, 364, 91, 378]
col-divider-mid: [767, 934, 769, 1906]
story1-col1: [45, 361, 297, 918]
story8-body1: ಸರ್ಕಾರ ನಡೆಯುವ ಬೆಳಗಾವಿ ಜಿಲ್ಲೆ ವಿಭಜನೆ ಕುರಿತು ಮುಖ್ಯಮಂತ್ರಿಗಳು ಯಾವುದೇ ನಿರ್ಧಾರ ಕೈಗೊಂಡಿಲ್ಲ. ಈ ಬಗ್ಗೆ ಸ್ಪಷ್ಟತೆ ನೀಡಬೇಕು ಎಂದು ಕಾಂಗ್ರೆಸ್ ಮುಖಂಡ ಅಶೋಕ ಪೂಜಾರಿ ಆಗ್ರಹಿಸಿದರು. ಜಿಲ್ಲೆಯ ಜನರ ಬಹುದಿನದ ಬೇಡಿಕೆ ಇದಾಗಿದೆ.: [764, 2033, 924, 2163]
kiru-label-1: ಕಿರು: [147, 969, 186, 1004]
row-divider-2: [46, 1916, 320, 1918]
story8-box-title: ಹೋರಾಟ ಅನಿವಾರ್ಯ: [941, 2216, 1073, 2237]
story4-quote-box: [544, 1577, 755, 1705]
story8-col1: [764, 2031, 924, 2341]
story2-body2: ಪ್ರಸಾದ ವಿತರಿಸುತ್ತಾರೆ. ಜಾತ್ರಾ ಅಂಗಳ ಸ್ವಚ್ಛತೆ, ತರಕಾರಿ ಕತ್ತರಿಸುವ ಕಾರ್ಯ ಭರದಿಂದ ಸಾಗಿದೆ. ಗ್ರಾಮಗಳಿಂದ ರೊಟ್ಟಿ, ಸಿಹಿ ತಿನಿಸುಗಳು ಬರುತ್ತಿವೆ.: [1077, 815, 1285, 867]
kiru-item3-title: ಯುವಕ ಆತ್ಮಹತ್ಯೆ: [115, 1583, 237, 1609]
kiru-item1-text: [45, 1073, 307, 1268]
story5-box-text: ಡಿಮಾನ್ಸ್‌ನಲ್ಲಿ ಚಾಲನೆಗೊಂಡ ಈ ವಾಕ್ ವಿಥಿನ್ ಸಂಸ್ಥಾಪಕರೇ ತಮ್ಮ ತಂಡದೊಂದಿಗೆ ಕೊಂಡೊಯ್ದು ಜನರನ್ನು ಭೇಟಿಯಾಗುತ್ತಿದ್ದಾರೆ. ಡಿ.31ರವರೆಗೆ ಪ್ರತಿದಿನ ಸುಮಾರು 60 ಕಿ.ಮೀ ನಡೆಯುತ್ತಾರೆ.: [971, 1238, 1333, 1291]
photo-burnt-floor: [540, 1132, 755, 1196]
story2-col1: [831, 256, 1068, 812]
paper-name: ಹೊಸದಿಗಂತ: [1193, 52, 1343, 96]
story3-kicker: ಬೇಡಕಿಹಾಳದಲ್ಲಿ ಕೋಳಿ ಫಾರ್ಮ್ ಗೆ ಬೆಂಕಿ: [332, 943, 591, 965]
story6-dateline: ಕಲಬುರಗಿ:: [792, 1643, 835, 1657]
kiru-item3-text: [45, 1616, 201, 1808]
story4-body2: ನಮ್ಮ ನಿಮ್ಮೆಲ್ಲರ ಬದುಕಿಗೆ ಆಶೀರ್ವಾದ ಇರಲಿ ಎಂದು ಪ್ರಾರ್ಥಿಸಿದೆ. ದಲೈಲಾಮಾ ಅವರ ಶಾಂತಿ ಸಂದೇಶ ಜಗತ್ತಿಗೆ ಮಾದರಿ ಎಂದು ಸಚಿವರು ಹೇಳಿದರು. ಕಾರ್ಯಕ್ರಮದಲ್ಲಿ ಸ್ಥಳೀಯ ಮುಖಂಡರು ಉಪಸ್ಥಿತರಿದ್ದರು.: [544, 1714, 755, 1804]
masthead-city: ಹುಬ್ಬಳ್ಳಿ: [64, 110, 98, 126]
photo-crowd: [975, 1126, 1327, 1196]
story5-photo: [962, 1049, 1340, 1196]
story8-body3: ಬೆಳಗಾವಿ ಜಿಲ್ಲಾ ವಿಭಜನೆ ವಿಷಯವನ್ನು ಸರ್ಕಾರ ಗಂಭೀರವಾಗಿ ಪರಿಗಣಿಸಬೇಕು. ಗೋಕಾಕ ಹಾಗೂ ಚಿಕ್ಕೋಡಿ ಜಿಲ್ಲೆ ರಚನೆಗೆ ಒತ್ತಾಯಿಸಿ ಹೋರಾಟ ನಡೆಯಲಿದೆ ಎಂದು ಎಚ್ಚರಿಸಿದರು.: [1301, 2033, 1509, 2105]
story1-col2: [311, 784, 558, 918]
story8-dateline: ಗೋಕಾಕ:: [776, 2033, 815, 2047]
row-divider-1: [46, 924, 1507, 926]
story2-point-2: [1085, 593, 1280, 705]
reg-dot-black: [999, 2359, 1009, 2369]
kiru-finger-shape: [82, 958, 91, 977]
photo-minister: [595, 1430, 671, 1570]
story1-kicker: ಸುರೇಂದ್ರ ದಾನಿ ಜನ್ಮ ಶತಮಾನೋತ್ಸವ: [45, 148, 306, 174]
kiru-item3-dateline: ಸಿದ್ದಾಪುರ:: [56, 1619, 97, 1633]
